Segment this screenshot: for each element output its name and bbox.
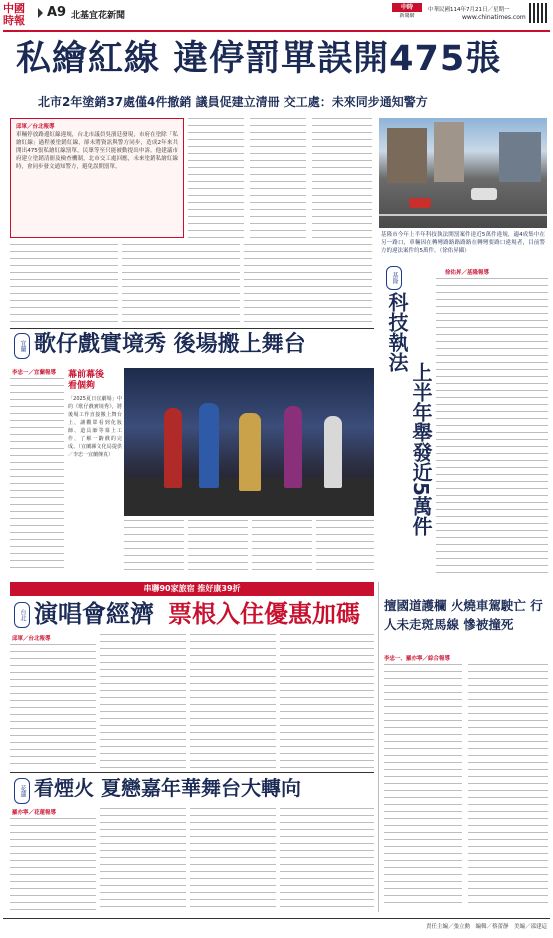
hualien-byline: 羅亦寧／花蓮報導 xyxy=(12,810,57,816)
taipei-body-col3 xyxy=(190,634,276,768)
sidebar-title2: 看個夠 xyxy=(68,381,96,391)
accident-body-col1 xyxy=(384,664,462,904)
taipei-byline: 邱軍／台北報導 xyxy=(12,636,51,642)
building xyxy=(434,122,464,182)
right-logo xyxy=(392,3,422,25)
website: www.chinatimes.com xyxy=(462,14,526,21)
right-logo-bottom: 新聞網 xyxy=(399,13,415,19)
yilan-body-col2 xyxy=(124,520,184,576)
keelung-headline-col2: 上半年舉發近5萬件 xyxy=(409,362,433,536)
hualien-body-col2 xyxy=(100,808,186,912)
sidebar-body: 「2025夏日宜劇場」中的《歌仔戲實境秀》，將後場工作直接搬上舞台上，讓觀眾看到化妝師、道具師等幕上工作，了解一齣戲的完成。（宜蘭縣文化局提供／李忠一宜蘭傳真） xyxy=(68,396,122,458)
lead-summary: 車輛停放路邊紅線違規，台北市議員吳濱廷發現，市府在塗除「私繪紅線」過程後塗銷紅線，卻未將資訊與警方同步，造成2年來共開出475張私繪紅線罰單，民眾等至只能被動提出申訴。他建議市府建立塗銷清冊及檢查機制，北市交工處回應，未來塗銷私繪紅線時，會同步發文通知警方，避免誤開罰單。 xyxy=(16,132,178,170)
performer xyxy=(199,403,219,488)
accident-body-col2 xyxy=(468,664,548,904)
lead-body-row2a xyxy=(10,244,118,324)
building xyxy=(499,132,541,182)
logo-line1: 中國 xyxy=(3,2,25,15)
page-number: A9 xyxy=(47,5,67,20)
masthead-logo xyxy=(3,3,37,29)
column-divider xyxy=(378,582,379,912)
car xyxy=(409,198,431,208)
hualien-body-col3 xyxy=(190,808,276,912)
lead-body-col3 xyxy=(312,118,372,238)
street-photo xyxy=(379,118,547,228)
accident-byline: 李忠一、羅亦寧／綜合報導 xyxy=(384,656,451,662)
building xyxy=(387,128,427,183)
yilan-body-col4 xyxy=(252,520,312,576)
hualien-headline: 看煙火 夏戀嘉年華舞台大轉向 xyxy=(34,776,301,800)
keelung-body xyxy=(436,278,548,578)
hualien-body-col1 xyxy=(10,818,96,912)
accident-headline: 擅國道護欄 火燒車駕駛亡 行人未走斑馬線 慘被撞死 xyxy=(384,598,543,632)
lead-body-col1 xyxy=(188,118,244,238)
performer xyxy=(239,413,261,491)
taipei-headline-part2: 票根入住優惠加碼 xyxy=(168,600,360,628)
road-line xyxy=(379,214,547,216)
right-logo-top: 中時 xyxy=(392,3,422,12)
hualien-body-col4 xyxy=(280,808,374,912)
lead-body-col2 xyxy=(250,118,306,238)
yilan-body-col1 xyxy=(10,378,64,574)
footer-rule xyxy=(3,918,550,919)
promo-banner xyxy=(10,582,374,596)
promo-banner-text: 串聯90家旅宿 推好康39折 xyxy=(143,584,241,593)
taipei-body-col2 xyxy=(100,634,186,768)
sidebar-title1: 幕前幕後 xyxy=(68,370,105,380)
hualien-tag: 花蓮 xyxy=(14,778,30,804)
logo-line2: 時報 xyxy=(3,14,25,27)
performer xyxy=(284,406,302,488)
performer xyxy=(324,416,342,488)
qr-code-icon xyxy=(529,3,549,23)
taipei-tag: 台北 xyxy=(14,602,30,628)
divider xyxy=(10,772,374,773)
taipei-headline-part1: 演唱會經濟 xyxy=(34,600,154,628)
yilan-headline: 歌仔戲實境秀 後場搬上舞台 xyxy=(34,332,306,357)
lead-body-row2b xyxy=(122,244,240,324)
section-name: 北基宜花新聞 xyxy=(71,11,126,21)
issue-date: 中華民國114年7月21日／星期一 xyxy=(428,7,510,13)
lead-headline: 私繪紅線 違停罰單誤開475張 xyxy=(16,39,502,79)
page-number-icon xyxy=(38,8,43,18)
yilan-byline: 李忠一／宜蘭報導 xyxy=(12,370,57,376)
opera-photo xyxy=(124,368,374,516)
taipei-body-col4 xyxy=(280,634,374,768)
keelung-byline: 徐佑昇／基隆報導 xyxy=(445,270,490,276)
performer xyxy=(164,408,182,488)
keelung-tag: 基隆 xyxy=(386,266,402,290)
lead-subhead: 北市2年塗銷37處僅4件撤銷 議員促建立清冊 交工處：未來同步通知警方 xyxy=(38,95,428,109)
yilan-sidebar xyxy=(68,370,122,520)
header-rule xyxy=(3,30,550,32)
street-photo-caption: 基隆市今年上半年科技執法開罰案件達近5萬件違規，適4成集中在另一路口，車輛因在轉彎路路路路路在轉彎要路口違規者，目前警方的違法案件約5萬件。（徐佑昇攝） xyxy=(381,232,545,254)
divider xyxy=(10,328,374,329)
yilan-body-col5 xyxy=(316,520,374,576)
yilan-body-col3 xyxy=(188,520,248,576)
lead-body-row2c xyxy=(244,244,372,324)
car xyxy=(471,188,497,200)
keelung-headline-col1: 科技執法 xyxy=(385,292,409,372)
footer-credits: 責任主編／張立勳 編輯／蔡蕾靜 美編／邵建這 xyxy=(425,924,547,930)
yilan-tag: 宜蘭 xyxy=(14,333,30,359)
lead-byline: 邱軍／台北報導 xyxy=(16,124,55,130)
taipei-body-col1 xyxy=(10,644,96,768)
lead-summary-box xyxy=(10,118,184,238)
